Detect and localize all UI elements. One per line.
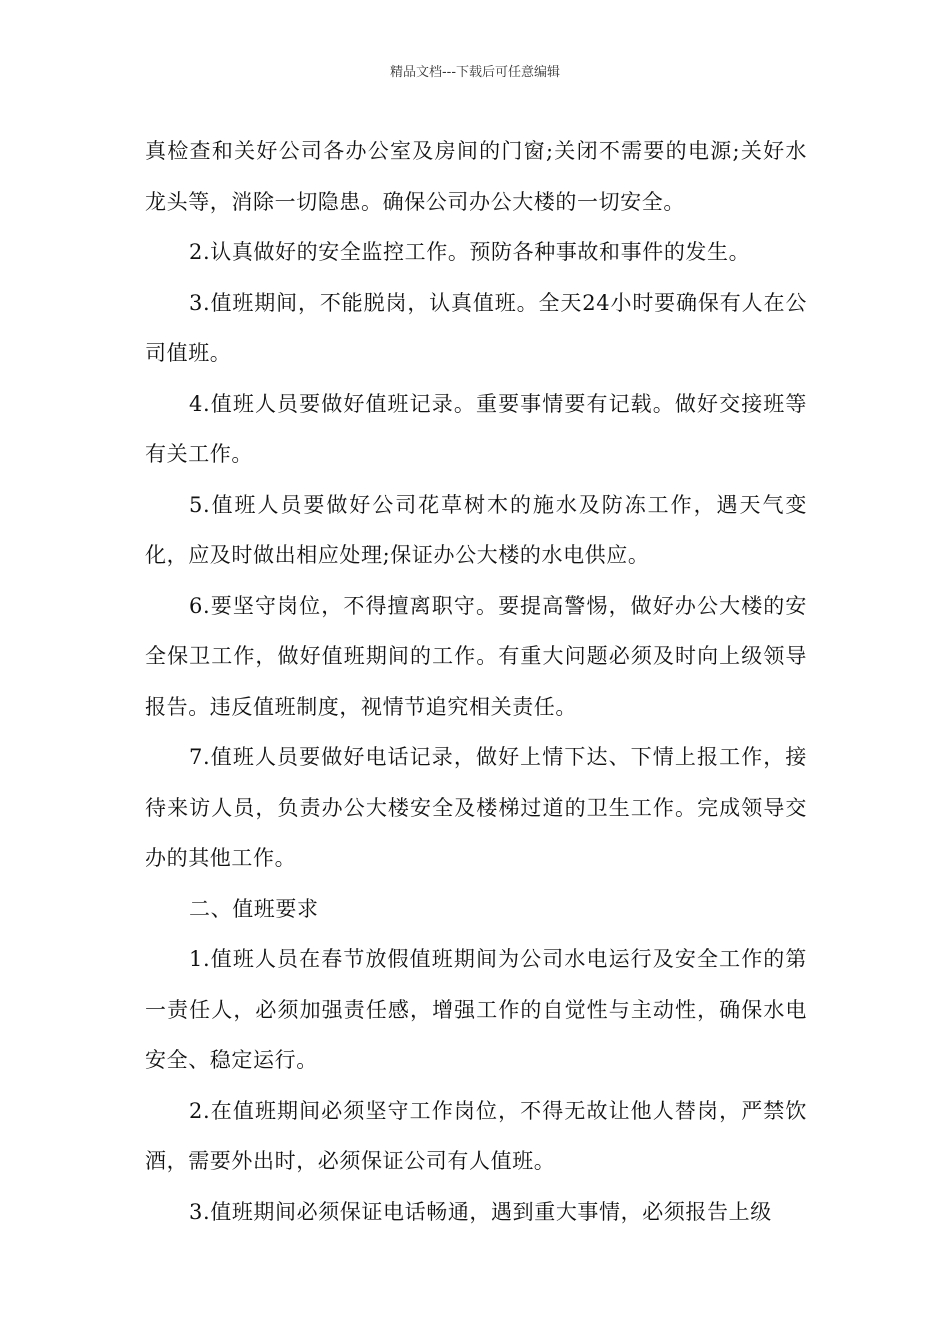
paragraph: 2.在值班期间必须坚守工作岗位，不得无故让他人替岗，严禁饮酒，需要外出时，必须保证公司有人值班。 xyxy=(145,1098,807,1173)
paragraph: 5.值班人员要做好公司花草树木的施水及防冻工作，遇天气变化，应及时做出相应处理;保证办公大楼的水电供应。 xyxy=(145,492,807,567)
paragraph: 6.要坚守岗位，不得擅离职守。要提高警惕，做好办公大楼的安全保卫工作，做好值班期间的工作。有重大问题必须及时向上级领导报告。违反值班制度，视情节追究相关责任。 xyxy=(145,593,807,719)
page-header: 精品文档---下载后可任意编辑 xyxy=(389,65,561,80)
paragraph: 4.值班人员要做好值班记录。重要事情要有记载。做好交接班等有关工作。 xyxy=(145,391,807,466)
paragraph: 1.值班人员在春节放假值班期间为公司水电运行及安全工作的第一责任人，必须加强责任感，增强工作的自觉性与主动性，确保水电安全、稳定运行。 xyxy=(145,947,807,1072)
section-heading: 二、值班要求 xyxy=(189,896,319,921)
document-body xyxy=(145,126,807,1237)
paragraph: 7.值班人员要做好电话记录，做好上情下达、下情上报工作，接待来访人员，负责办公大楼安全及楼梯过道的卫生工作。完成领导交办的其他工作。 xyxy=(145,745,807,870)
paragraph: 2.认真做好的安全监控工作。预防各种事故和事件的发生。 xyxy=(189,240,751,264)
paragraph: 3.值班期间必须保证电话畅通，遇到重大事情，必须报告上级 xyxy=(189,1199,772,1224)
paragraph: 3.值班期间，不能脱岗，认真值班。全天24小时要确保有人在公司值班。 xyxy=(145,290,807,365)
paragraph: 真检查和关好公司各办公室及房间的门窗;关闭不需要的电源;关好水龙头等，消除一切隐患。确保公司办公大楼的一切安全。 xyxy=(145,139,807,214)
